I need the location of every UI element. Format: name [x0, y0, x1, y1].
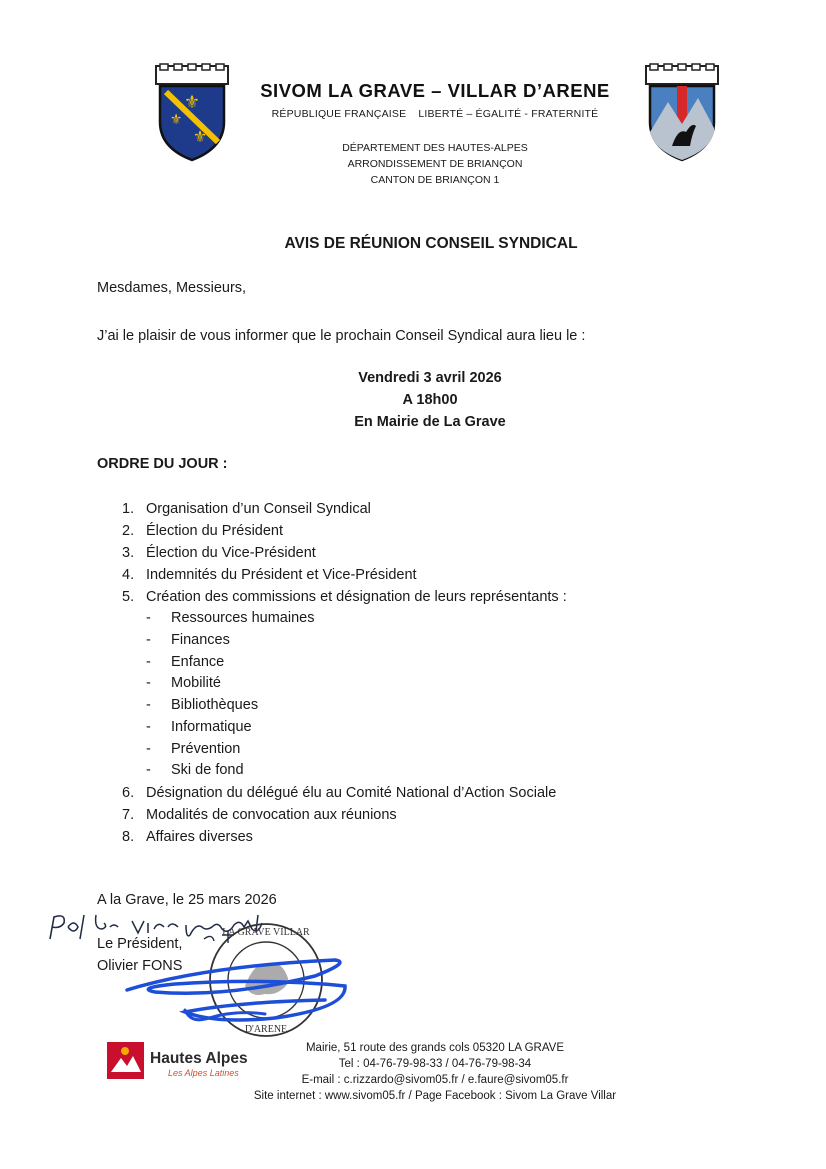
commission-label: Bibliothèques	[171, 697, 259, 713]
agenda-text: Organisation d’un Conseil Syndical	[146, 501, 371, 517]
commission-item	[118, 717, 678, 739]
canton-line: CANTON DE BRIANÇON 1	[370, 174, 500, 186]
bullet-dash: -	[146, 610, 151, 626]
agenda-item	[118, 542, 678, 564]
agenda-title: ORDRE DU JOUR :	[97, 456, 228, 472]
bullet-dash: -	[146, 653, 151, 670]
commission-label: Ski de fond	[171, 762, 244, 779]
bullet-dash: -	[146, 697, 151, 713]
agenda-number: 1.	[122, 501, 135, 517]
document-title: AVIS DE RÉUNION CONSEIL SYNDICAL	[284, 235, 578, 252]
agenda-item	[118, 498, 678, 520]
agenda-number: 3.	[122, 545, 135, 561]
svg-text:⚜: ⚜	[183, 92, 201, 112]
agenda-item	[118, 564, 678, 586]
department-line: DÉPARTEMENT DES HAUTES-ALPES	[342, 142, 528, 154]
bullet-dash: -	[146, 631, 151, 648]
footer-phone: Tel : 04-76-79-98-33 / 04-76-79-98-34	[338, 1058, 532, 1070]
bullet-dash: -	[146, 740, 151, 757]
agenda-item	[118, 520, 678, 542]
commission-item	[118, 695, 678, 717]
signature-scribble	[115, 948, 355, 1028]
republic-label: RÉPUBLIQUE FRANÇAISE	[271, 108, 407, 120]
agenda-number: 7.	[122, 807, 135, 823]
commission-label: Informatique	[171, 718, 252, 735]
commission-label: Enfance	[171, 653, 225, 670]
commission-item	[118, 760, 678, 782]
agenda-number: 5.	[122, 589, 135, 605]
svg-text:D'ARENE: D'ARENE	[244, 1024, 288, 1035]
commission-item	[118, 739, 678, 761]
hautes-alpes-logo-text: Hautes Alpes	[150, 1050, 248, 1067]
commission-label: Mobilité	[171, 675, 221, 692]
svg-text:⚜: ⚜	[192, 129, 208, 146]
bullet-dash: -	[146, 762, 151, 779]
commission-label: Prévention	[171, 740, 241, 757]
agenda-number: 8.	[122, 829, 135, 845]
agenda-list	[118, 498, 678, 848]
commission-item	[118, 630, 678, 652]
commission-label: Finances	[171, 631, 230, 648]
arrondissement-line: ARRONDISSEMENT DE BRIANÇON	[347, 158, 523, 170]
republic-line	[240, 108, 630, 120]
meeting-place: En Mairie de La Grave	[354, 414, 506, 430]
salutation: Mesdames, Messieurs,	[97, 280, 247, 296]
bullet-dash: -	[146, 675, 151, 692]
commission-item	[118, 673, 678, 695]
agenda-text: Désignation du délégué élu au Comité National d’Action Sociale	[146, 785, 557, 801]
footer-website: Site internet : www.sivom05.fr / Page Facebook : Sivom La Grave Villar	[253, 1090, 617, 1102]
agenda-text: Création des commissions et désignation de leurs représentants :	[146, 589, 567, 605]
agenda-text: Élection du Vice-Président	[146, 545, 316, 561]
footer-address: Mairie, 51 route des grands cols 05320 LA GRAVE	[305, 1042, 565, 1054]
agenda-text: Indemnités du Président et Vice-Président	[146, 567, 417, 583]
footer-email: E-mail : c.rizzardo@sivom05.fr / e.faure@sivom05.fr	[301, 1074, 569, 1086]
fleur-de-lis-crest-icon	[152, 62, 232, 162]
agenda-number: 4.	[122, 567, 135, 583]
signatory-name: Olivier FONS	[97, 958, 183, 974]
intro-paragraph: J’ai le plaisir de vous informer que le prochain Conseil Syndical aura lieu le :	[97, 328, 586, 344]
agenda-text: Élection du Président	[146, 523, 284, 539]
hautes-alpes-tagline: Les Alpes Latines	[168, 1068, 239, 1078]
agenda-number: 6.	[122, 785, 135, 801]
motto-label: LIBERTÉ – ÉGALITÉ - FRATERNITÉ	[418, 108, 599, 120]
agenda-item	[118, 782, 678, 804]
signatory-role: Le Président,	[97, 936, 183, 952]
organization-title: SIVOM LA GRAVE – VILLAR D’ARENE	[260, 80, 610, 101]
svg-text:⚜: ⚜	[169, 111, 183, 127]
agenda-number: 2.	[122, 523, 135, 539]
commission-label: Ressources humaines	[171, 610, 315, 626]
commissions-list	[118, 608, 678, 782]
svg-text:LA GRAVE VILLAR: LA GRAVE VILLAR	[222, 927, 310, 938]
commission-item	[118, 652, 678, 674]
hautes-alpes-logo-icon	[107, 1042, 144, 1079]
agenda-item	[118, 804, 678, 826]
place-date: A la Grave, le 25 mars 2026	[97, 892, 277, 908]
agenda-text: Affaires diverses	[146, 829, 253, 845]
agenda-item	[118, 586, 678, 608]
meeting-time: A 18h00	[402, 392, 458, 408]
bullet-dash: -	[146, 718, 151, 735]
chamois-crest-icon	[642, 62, 722, 162]
department-block	[280, 140, 590, 188]
meeting-date: Vendredi 3 avril 2026	[358, 370, 502, 386]
commission-item	[118, 608, 678, 630]
footer-contact	[225, 1040, 645, 1104]
agenda-text: Modalités de convocation aux réunions	[146, 807, 397, 823]
agenda-item	[118, 826, 678, 848]
